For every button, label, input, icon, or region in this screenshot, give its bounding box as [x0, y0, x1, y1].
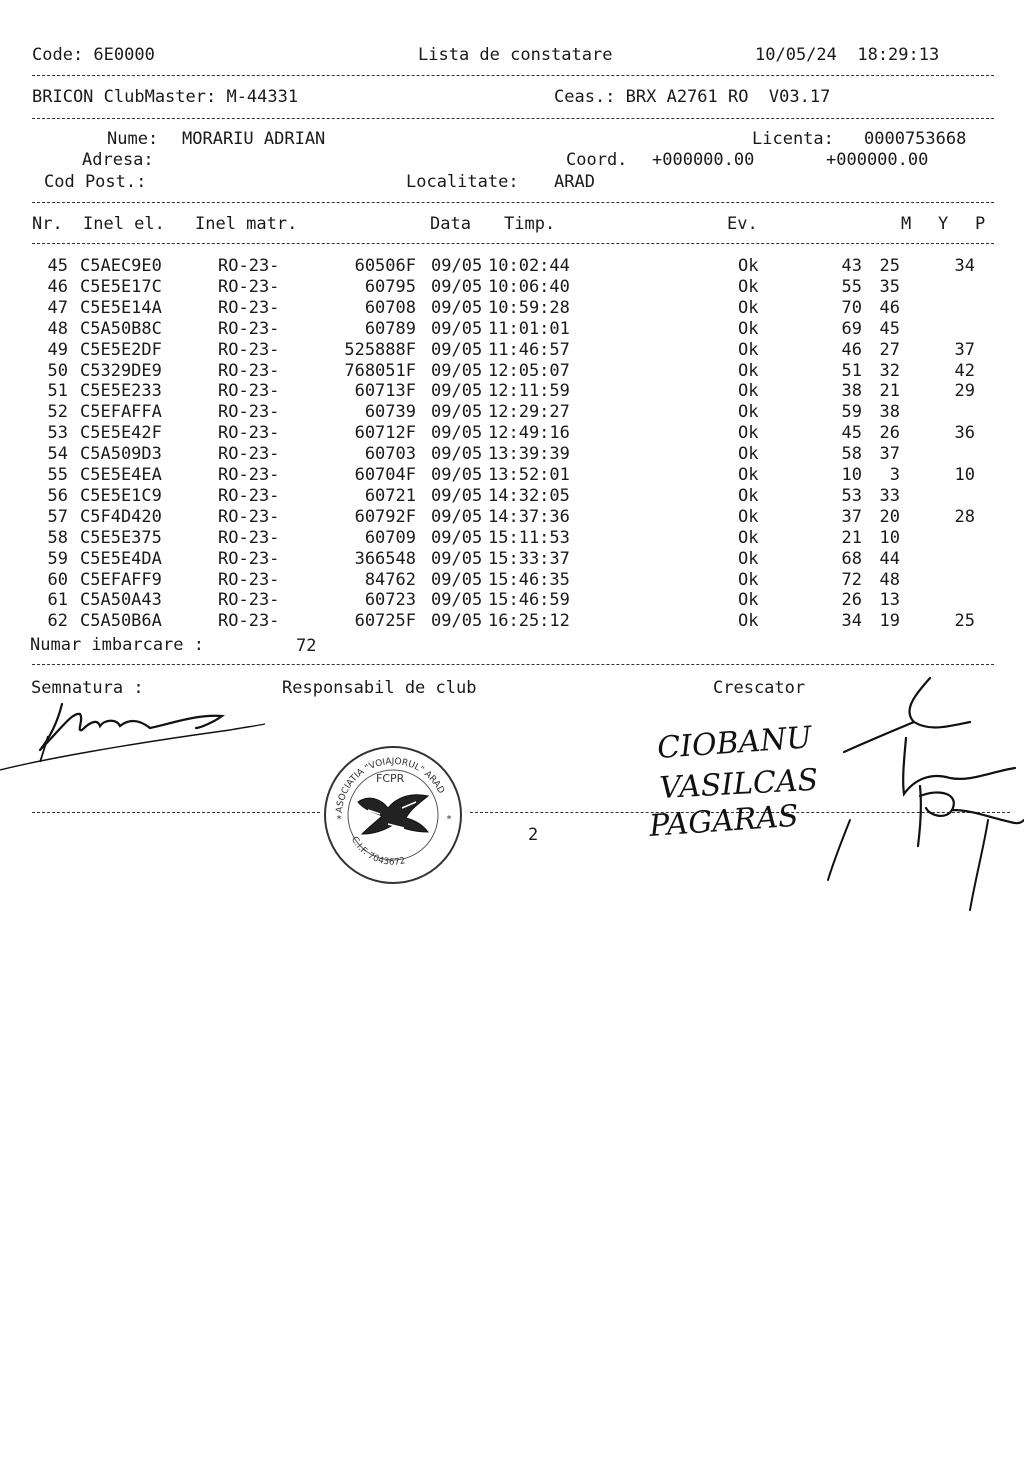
arrival-date: 09/05 [431, 569, 483, 590]
value-y: 10 [879, 527, 900, 548]
value-m: 10 [841, 465, 862, 485]
arrival-date: 09/05 [431, 381, 483, 402]
value-p: 37 [954, 339, 975, 360]
ring-prefix: RO-23- [218, 465, 280, 485]
document-title: Lista de constatare [418, 45, 613, 65]
arrival-time: 15:11:53 [488, 527, 570, 548]
ring-prefix: RO-23- [218, 569, 280, 590]
arrival-date: 09/05 [431, 506, 483, 527]
ring-prefix: RO-23- [218, 339, 280, 360]
col-header-inel-matr: Inel matr. [195, 214, 298, 234]
row-number: 51 [47, 381, 68, 402]
row-number: 59 [47, 548, 68, 569]
value-y: 3 [889, 465, 900, 485]
arrival-date: 09/05 [431, 402, 483, 423]
value-y: 13 [879, 590, 900, 611]
ring-number: 60721 [364, 485, 416, 506]
ring-prefix: RO-23- [218, 527, 280, 548]
row-number: 45 [47, 256, 68, 276]
arrival-time: 15:46:59 [488, 590, 570, 611]
value-y: 46 [879, 297, 900, 318]
electronic-ring: C5E5E4EA [80, 465, 162, 485]
electronic-ring: C5E5E233 [80, 381, 162, 402]
divider [32, 202, 994, 203]
table-row [0, 611, 1024, 632]
ring-prefix: RO-23- [218, 276, 280, 297]
value-p: 29 [954, 381, 975, 402]
value-m: 70 [841, 297, 862, 318]
electronic-ring: C5A50A43 [80, 590, 162, 611]
coord-x: +000000.00 [652, 150, 755, 170]
event-status: Ok [738, 402, 759, 423]
arrival-time: 14:32:05 [488, 485, 570, 506]
coord-y: +000000.00 [826, 150, 929, 170]
value-p: 34 [954, 256, 975, 276]
divider [32, 243, 994, 244]
row-number: 56 [47, 485, 68, 506]
electronic-ring: C5EFAFF9 [80, 569, 162, 590]
value-m: 55 [841, 276, 862, 297]
table-row [0, 590, 1024, 611]
address-label: Adresa: [82, 150, 154, 170]
arrival-date: 09/05 [431, 318, 483, 339]
ring-prefix: RO-23- [218, 590, 280, 611]
arrival-time: 12:05:07 [488, 360, 570, 381]
electronic-ring: C5E5E1C9 [80, 485, 162, 506]
table-row [0, 402, 1024, 423]
arrival-date: 09/05 [431, 256, 483, 276]
arrival-date: 09/05 [431, 590, 483, 611]
stamp-bottom-text: C.I.F. 7043672 [348, 835, 407, 868]
ring-prefix: RO-23- [218, 360, 280, 381]
name-label: Nume: [107, 129, 159, 149]
arrival-date: 09/05 [431, 465, 483, 485]
club-responsible-label: Responsabil de club [282, 678, 477, 698]
value-m: 38 [841, 381, 862, 402]
arrival-date: 09/05 [431, 339, 483, 360]
event-status: Ok [738, 297, 759, 318]
value-p: 25 [954, 611, 975, 632]
ring-number: 60792F [354, 506, 416, 527]
event-status: Ok [738, 506, 759, 527]
col-header-m: M [901, 214, 912, 234]
divider [32, 664, 994, 665]
value-m: 59 [841, 402, 862, 423]
electronic-ring: C5EFAFFA [80, 402, 162, 423]
ring-prefix: RO-23- [218, 506, 280, 527]
ring-number: 60739 [364, 402, 416, 423]
table-row [0, 570, 1024, 591]
event-status: Ok [738, 318, 759, 339]
row-number: 54 [47, 444, 68, 465]
row-number: 60 [47, 569, 68, 590]
ring-number: 366548 [354, 548, 416, 569]
value-y: 48 [879, 569, 900, 590]
clock-id: Ceas.: BRX A2761 RO V03.17 [554, 87, 831, 107]
svg-text:*: * [446, 814, 453, 825]
row-number: 53 [47, 423, 68, 444]
value-m: 46 [841, 339, 862, 360]
table-row [0, 340, 1024, 361]
value-p: 36 [954, 423, 975, 444]
event-status: Ok [738, 444, 759, 465]
value-m: 37 [841, 506, 862, 527]
postcode-label: Cod Post.: [44, 172, 147, 192]
boarding-count-label: Numar imbarcare : [30, 635, 204, 655]
ring-number: 525888F [344, 339, 416, 360]
event-status: Ok [738, 381, 759, 402]
divider [32, 75, 994, 76]
handwritten-name-3: PAGARAS [648, 798, 800, 844]
value-y: 20 [879, 506, 900, 527]
ring-prefix: RO-23- [218, 485, 280, 506]
table-row [0, 319, 1024, 340]
value-y: 38 [879, 402, 900, 423]
ring-number: 60704F [354, 465, 416, 485]
signature-label: Semnatura : [31, 678, 144, 698]
event-status: Ok [738, 527, 759, 548]
electronic-ring: C5E5E2DF [80, 339, 162, 360]
table-row [0, 361, 1024, 382]
event-status: Ok [738, 569, 759, 590]
arrival-time: 12:29:27 [488, 402, 570, 423]
arrival-time: 10:59:28 [488, 297, 570, 318]
value-m: 43 [841, 256, 862, 276]
event-status: Ok [738, 485, 759, 506]
arrival-time: 10:02:44 [488, 256, 570, 276]
row-number: 61 [47, 590, 68, 611]
value-m: 53 [841, 485, 862, 506]
electronic-ring: C5E5E14A [80, 297, 162, 318]
value-p: 42 [954, 360, 975, 381]
event-status: Ok [738, 611, 759, 632]
value-y: 37 [879, 444, 900, 465]
col-header-y: Y [938, 214, 949, 234]
arrival-time: 10:06:40 [488, 276, 570, 297]
boarding-count-value: 72 [296, 636, 317, 656]
page-number: 2 [528, 825, 539, 845]
ring-number: 60723 [364, 590, 416, 611]
value-y: 44 [879, 548, 900, 569]
electronic-ring: C5A50B8C [80, 318, 162, 339]
table-row [0, 277, 1024, 298]
licence-number: 0000753668 [864, 129, 967, 149]
ring-prefix: RO-23- [218, 256, 280, 276]
table-row [0, 256, 1024, 277]
table-row [0, 298, 1024, 319]
arrival-time: 14:37:36 [488, 506, 570, 527]
ring-prefix: RO-23- [218, 611, 280, 632]
divider [32, 118, 994, 119]
arrival-time: 13:52:01 [488, 465, 570, 485]
row-number: 46 [47, 276, 68, 297]
print-datetime: 10/05/24 18:29:13 [755, 45, 940, 65]
table-row [0, 507, 1024, 528]
value-m: 72 [841, 569, 862, 590]
value-m: 34 [841, 611, 862, 632]
row-number: 50 [47, 360, 68, 381]
value-y: 25 [879, 256, 900, 276]
table-row [0, 486, 1024, 507]
value-m: 58 [841, 444, 862, 465]
table-row [0, 423, 1024, 444]
electronic-ring: C5E5E4DA [80, 548, 162, 569]
electronic-ring: C5E5E375 [80, 527, 162, 548]
col-header-nr: Nr. [32, 214, 63, 234]
event-status: Ok [738, 360, 759, 381]
row-number: 57 [47, 506, 68, 527]
arrival-date: 09/05 [431, 527, 483, 548]
event-status: Ok [738, 256, 759, 276]
locality-value: ARAD [554, 172, 595, 192]
ring-prefix: RO-23- [218, 444, 280, 465]
ring-number: 60708 [364, 297, 416, 318]
event-status: Ok [738, 548, 759, 569]
table-row [0, 528, 1024, 549]
coord-label: Coord. [566, 150, 628, 170]
row-number: 58 [47, 527, 68, 548]
svg-text:*: * [336, 814, 343, 825]
breeder-label: Crescator [713, 678, 806, 698]
ring-number: 60789 [364, 318, 416, 339]
row-number: 47 [47, 297, 68, 318]
value-y: 27 [879, 339, 900, 360]
arrival-time: 11:01:01 [488, 318, 570, 339]
arrival-date: 09/05 [431, 444, 483, 465]
col-header-timp: Timp. [504, 214, 556, 234]
row-number: 49 [47, 339, 68, 360]
value-p: 28 [954, 506, 975, 527]
ring-number: 60795 [364, 276, 416, 297]
value-m: 51 [841, 360, 862, 381]
breeder-signatures [630, 670, 1024, 920]
value-m: 21 [841, 527, 862, 548]
arrival-date: 09/05 [431, 548, 483, 569]
table-row [0, 444, 1024, 465]
table-row [0, 381, 1024, 402]
event-status: Ok [738, 423, 759, 444]
ring-number: 84762 [364, 569, 416, 590]
arrival-date: 09/05 [431, 611, 483, 632]
value-m: 68 [841, 548, 862, 569]
electronic-ring: C5AEC9E0 [80, 256, 162, 276]
row-number: 55 [47, 465, 68, 485]
electronic-ring: C5E5E17C [80, 276, 162, 297]
value-m: 69 [841, 318, 862, 339]
event-status: Ok [738, 339, 759, 360]
arrival-date: 09/05 [431, 485, 483, 506]
ring-number: 60725F [354, 611, 416, 632]
arrival-time: 13:39:39 [488, 444, 570, 465]
value-y: 33 [879, 485, 900, 506]
col-header-data: Data [430, 214, 471, 234]
arrival-date: 09/05 [431, 276, 483, 297]
event-status: Ok [738, 465, 759, 485]
value-y: 19 [879, 611, 900, 632]
row-number: 62 [47, 611, 68, 632]
value-m: 45 [841, 423, 862, 444]
col-header-inel-el: Inel el. [83, 214, 165, 234]
ring-prefix: RO-23- [218, 318, 280, 339]
arrival-date: 09/05 [431, 423, 483, 444]
owner-signature [0, 690, 270, 780]
ring-number: 60703 [364, 444, 416, 465]
ring-prefix: RO-23- [218, 381, 280, 402]
arrival-date: 09/05 [431, 297, 483, 318]
event-status: Ok [738, 276, 759, 297]
handwritten-name-2: VASILCAS [658, 762, 819, 806]
electronic-ring: C5A50B6A [80, 611, 162, 632]
ring-number: 60713F [354, 381, 416, 402]
col-header-p: P [975, 214, 986, 234]
value-y: 35 [879, 276, 900, 297]
electronic-ring: C5F4D420 [80, 506, 162, 527]
stamp-top-text: ASOCIATIA "VOIAJORUL" ARAD [334, 756, 446, 814]
arrival-time: 15:33:37 [488, 548, 570, 569]
value-y: 26 [879, 423, 900, 444]
arrival-time: 12:11:59 [488, 381, 570, 402]
value-y: 45 [879, 318, 900, 339]
owner-name: MORARIU ADRIAN [182, 129, 326, 149]
clubmaster-id: BRICON ClubMaster: M-44331 [32, 87, 299, 107]
ring-number: 60709 [364, 527, 416, 548]
col-header-ev: Ev. [727, 214, 758, 234]
electronic-ring: C5E5E42F [80, 423, 162, 444]
ring-prefix: RO-23- [218, 297, 280, 318]
ring-prefix: RO-23- [218, 402, 280, 423]
electronic-ring: C5329DE9 [80, 360, 162, 381]
association-stamp [318, 740, 468, 890]
handwritten-name-1: CIOBANU [656, 720, 813, 766]
value-y: 32 [879, 360, 900, 381]
table-row [0, 549, 1024, 570]
row-number: 48 [47, 318, 68, 339]
code-label: Code: 6E0000 [32, 45, 155, 65]
event-status: Ok [738, 590, 759, 611]
row-number: 52 [47, 402, 68, 423]
arrival-date: 09/05 [431, 360, 483, 381]
arrival-time: 12:49:16 [488, 423, 570, 444]
locality-label: Localitate: [406, 172, 519, 192]
ring-prefix: RO-23- [218, 548, 280, 569]
arrival-time: 11:46:57 [488, 339, 570, 360]
value-m: 26 [841, 590, 862, 611]
value-p: 10 [954, 465, 975, 485]
value-y: 21 [879, 381, 900, 402]
divider [32, 812, 320, 813]
table-row [0, 465, 1024, 486]
ring-number: 60712F [354, 423, 416, 444]
stamp-middle-text: FCPR [376, 772, 405, 785]
arrival-time: 15:46:35 [488, 569, 570, 590]
ring-number: 768051F [344, 360, 416, 381]
ring-prefix: RO-23- [218, 423, 280, 444]
ring-number: 60506F [354, 256, 416, 276]
licence-label: Licenta: [752, 129, 834, 149]
electronic-ring: C5A509D3 [80, 444, 162, 465]
arrival-time: 16:25:12 [488, 611, 570, 632]
